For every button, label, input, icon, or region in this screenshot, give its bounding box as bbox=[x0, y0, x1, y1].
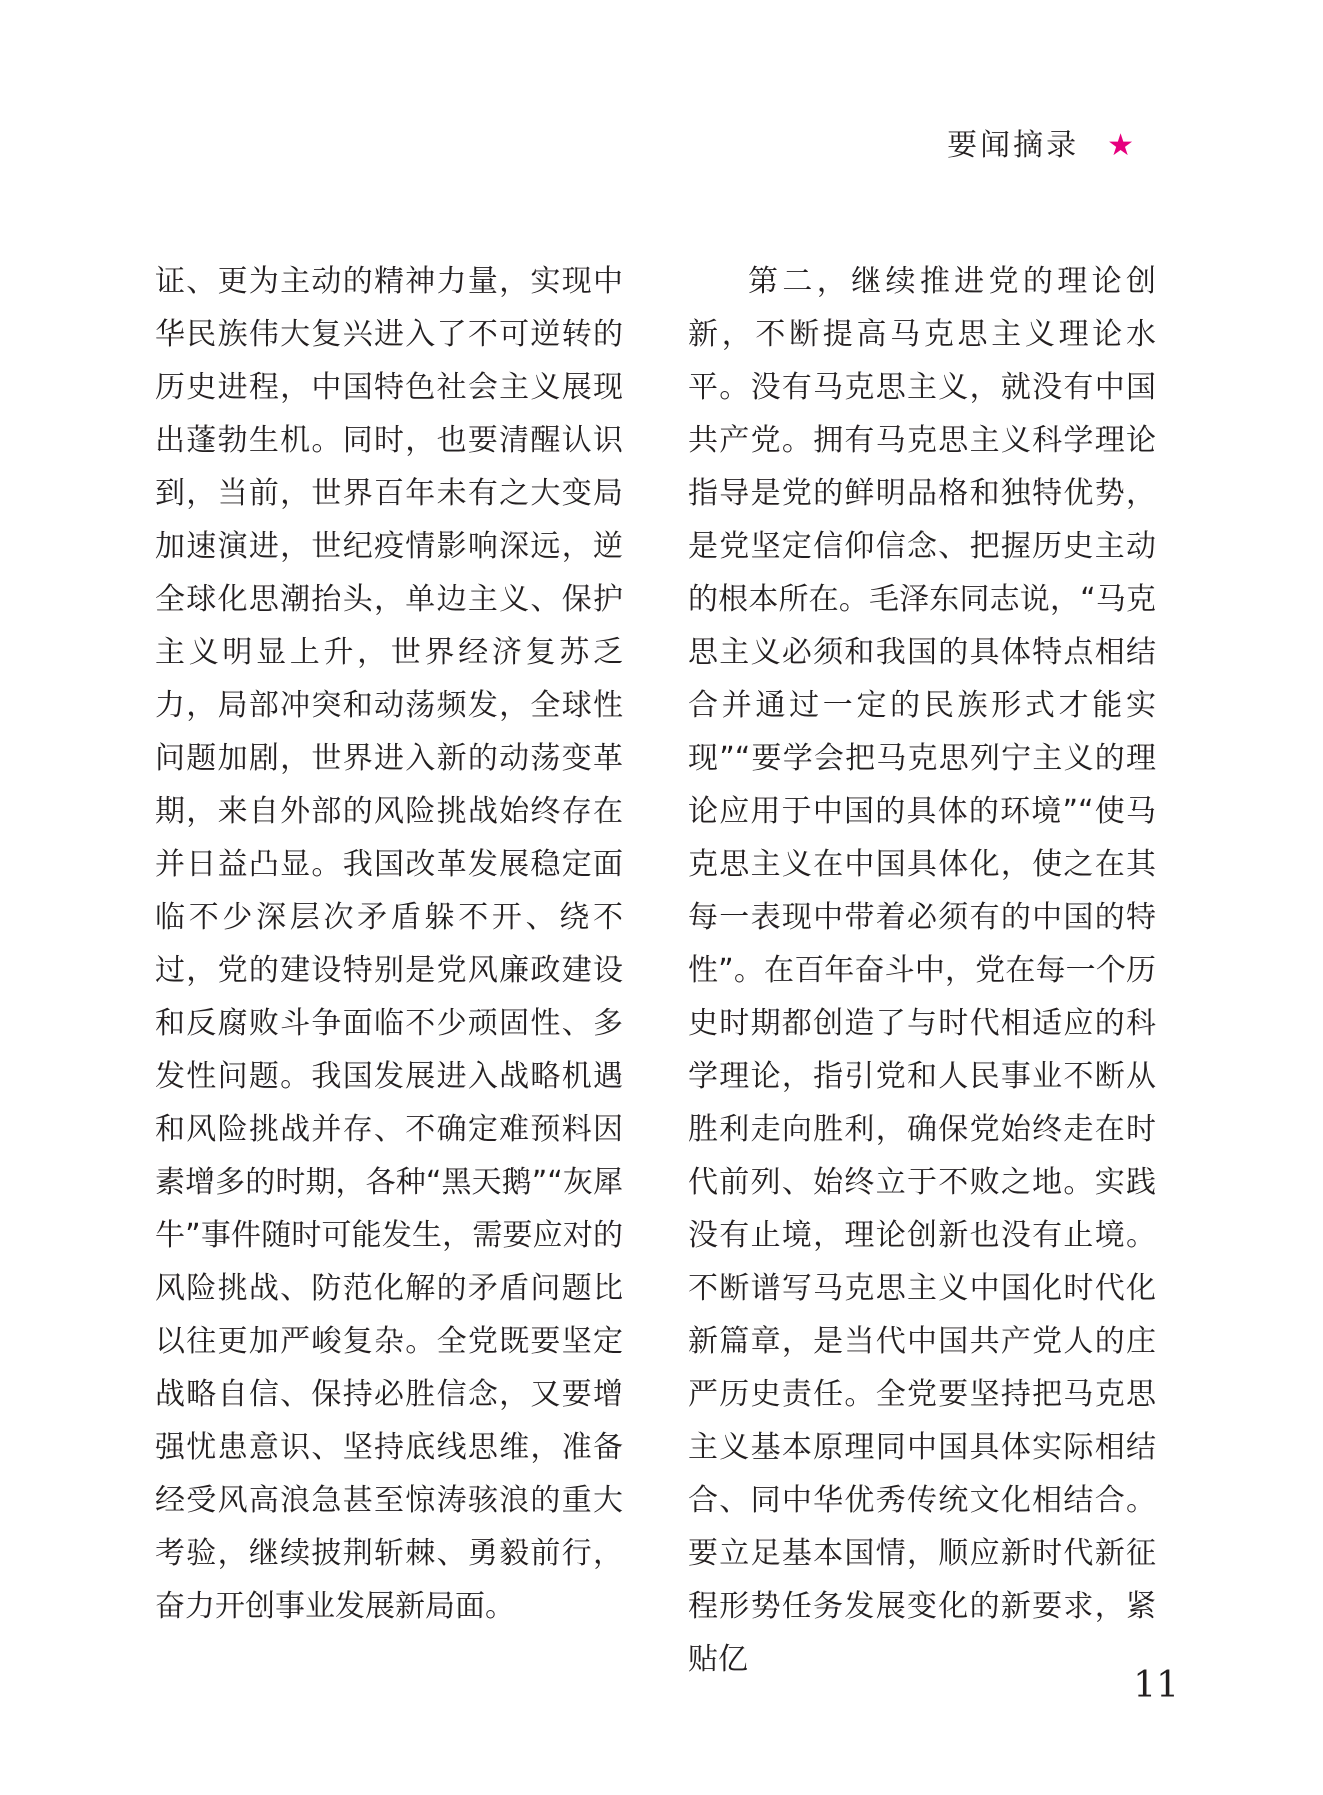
page-header bbox=[947, 126, 1137, 166]
left-paragraph: 证、更为主动的精神力量，实现中华民族伟大复兴进入了不可逆转的历史进程，中国特色社会主义展现出蓬勃生机。同时，也要清醒认识到，当前，世界百年未有之大变局加速演进，世纪疫情影响深远，逆全球化思潮抬头，单边主义、保护主义明显上升，世界经济复苏乏力，局部冲突和动荡频发，全球性问题加剧，世界进入新的动荡变革期，来自外部的风险挑战始终存在并日益凸显。我国改革发展稳定面临不少深层次矛盾躲不开、绕不过，党的建设特别是党风廉政建设和反腐败斗争面临不少顽固性、多发性问题。我国发展进入战略机遇和风险挑战并存、不确定难预料因素增多的时期，各种“黑天鹅”“灰犀牛”事件随时可能发生，需要应对的风险挑战、防范化解的矛盾问题比以往更加严峻复杂。全党既要坚定战略自信、保持必胜信念，又要增强忧患意识、坚持底线思维，准备经受风高浪急甚至惊涛骇浪的重大考验，继续披荆斩棘、勇毅前行，奋力开创事业发展新局面。 bbox=[155, 264, 623, 1624]
right-column bbox=[688, 255, 1156, 1686]
right-paragraph: 第二，继续推进党的理论创新，不断提高马克思主义理论水平。没有马克思主义，就没有中国共产党。拥有马克思主义科学理论指导是党的鲜明品格和独特优势，是党坚定信仰信念、把握历史主动的根本所在。毛泽东同志说，“马克思主义必须和我国的具体特点相结合并通过一定的民族形式才能实现”“要学会把马克思列宁主义的理论应用于中国的具体的环境”“使马克思主义在中国具体化，使之在其每一表现中带着必须有的中国的特性”。在百年奋斗中，党在每一个历史时期都创造了与时代相适应的科学理论，指引党和人民事业不断从胜利走向胜利，确保党始终走在时代前列、始终立于不败之地。实践没有止境，理论创新也没有止境。不断谱写马克思主义中国化时代化新篇章，是当代中国共产党人的庄严历史责任。全党要坚持把马克思主义基本原理同中国具体实际相结合、同中华优秀传统文化相结合。要立足基本国情，顺应新时代新征程形势任务发展变化的新要求，紧贴亿 bbox=[688, 264, 1156, 1677]
section-title: 要闻摘录 bbox=[947, 128, 1080, 163]
star-icon: ★ bbox=[1107, 128, 1137, 163]
page-number: 11 bbox=[1133, 1665, 1179, 1706]
left-column bbox=[155, 255, 623, 1633]
